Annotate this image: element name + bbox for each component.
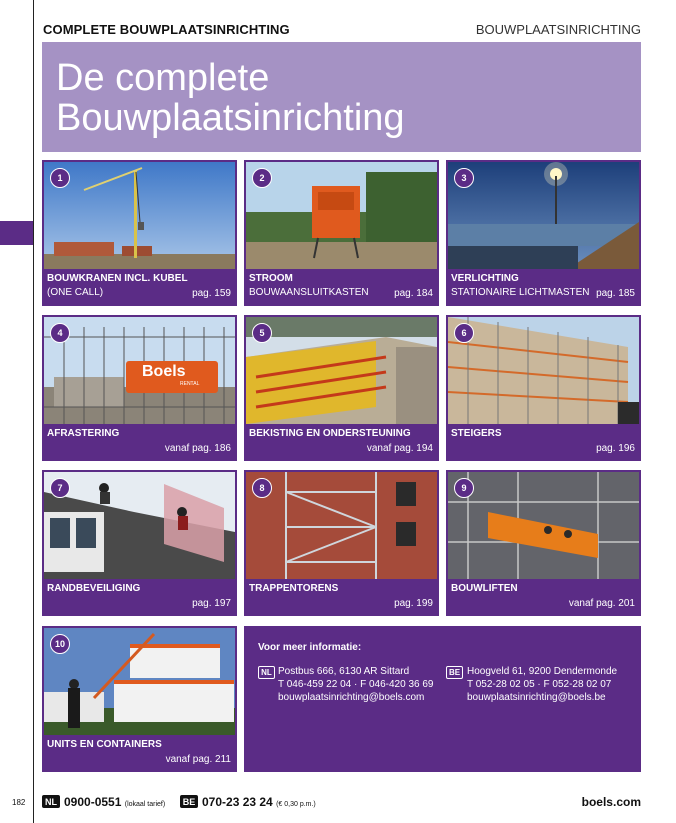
photo-site-containers — [44, 628, 235, 735]
card-bouwkranen[interactable] — [42, 160, 237, 306]
card-title: STROOM — [249, 273, 293, 284]
card-subtitle: (ONE CALL) — [47, 287, 104, 298]
contact-info-panel — [244, 626, 641, 772]
nl-phone: T 046-459 22 04 · F 046-420 36 69 — [278, 679, 434, 690]
card-number: 7 — [50, 478, 70, 498]
margin-line — [33, 0, 34, 823]
nl-hotline-rate: (lokaal tarief) — [124, 801, 166, 808]
card-title: RANDBEVEILIGING — [47, 583, 141, 594]
nl-flag-badge: NL — [258, 666, 275, 679]
card-bouwliften[interactable] — [446, 470, 641, 616]
card-verlichting[interactable] — [446, 160, 641, 306]
card-number: 1 — [50, 168, 70, 188]
photo-stair-tower — [246, 472, 437, 579]
photo-construction-lift — [448, 472, 639, 579]
card-title: TRAPPENTORENS — [249, 583, 339, 594]
card-number: 8 — [252, 478, 272, 498]
be-hotline-rate: (€ 0,30 p.m.) — [276, 801, 316, 808]
card-title: BOUWLIFTEN — [451, 583, 518, 594]
be-flag-badge: BE — [446, 666, 463, 679]
card-number: 10 — [50, 634, 70, 654]
card-number: 6 — [454, 323, 474, 343]
card-number: 4 — [50, 323, 70, 343]
be-email[interactable]: bouwplaatsinrichting@boels.be — [467, 692, 606, 703]
card-page-ref: pag. 197 — [192, 598, 231, 609]
be-hotline — [202, 795, 316, 809]
card-title: BEKISTING EN ONDERSTEUNING — [249, 428, 411, 439]
card-page-ref: vanaf pag. 201 — [568, 598, 635, 609]
website-link[interactable]: boels.com — [581, 795, 641, 809]
card-page-ref: pag. 196 — [596, 443, 635, 454]
card-page-ref: vanaf pag. 194 — [366, 443, 433, 454]
page-header — [43, 20, 641, 40]
boels-sign-subtext: RENTAL — [180, 381, 200, 387]
page-title-line-2: Bouwplaatsinrichting — [56, 97, 405, 139]
card-number: 3 — [454, 168, 474, 188]
card-page-ref: pag. 199 — [394, 598, 433, 609]
photo-edge-protection — [44, 472, 235, 579]
card-page-ref: vanaf pag. 186 — [164, 443, 231, 454]
boels-sign-text: Boels — [142, 363, 186, 380]
section-category: BOUWPLAATSINRICHTING — [475, 22, 641, 37]
be-address: Hoogveld 61, 9200 Dendermonde — [467, 666, 618, 677]
card-trappentorens[interactable] — [244, 470, 439, 616]
be-hotline-number: 070-23 23 24 — [202, 795, 273, 809]
nl-badge: NL — [42, 795, 60, 808]
hero-banner — [42, 42, 641, 152]
photo-tower-crane — [44, 162, 235, 269]
page-footer — [0, 793, 676, 813]
card-units-containers[interactable] — [42, 626, 237, 772]
card-number: 9 — [454, 478, 474, 498]
card-title: STEIGERS — [451, 428, 502, 439]
card-afrastering[interactable] — [42, 315, 237, 461]
contact-title: Voor meer informatie: — [258, 642, 362, 653]
card-title: UNITS EN CONTAINERS — [47, 739, 162, 750]
section-tab-marker — [0, 221, 33, 245]
card-title: BOUWKRANEN INCL. KUBEL — [47, 273, 188, 284]
card-title: VERLICHTING — [451, 273, 519, 284]
be-phone: T 052-28 02 05 · F 052-28 02 07 — [467, 679, 612, 690]
contact-be — [467, 665, 617, 704]
card-stroom[interactable] — [244, 160, 439, 306]
card-page-ref: vanaf pag. 211 — [165, 754, 231, 765]
photo-power-box — [246, 162, 437, 269]
page-title-line-1: De complete — [56, 57, 270, 99]
page-number: 182 — [12, 798, 26, 807]
card-title: AFRASTERING — [47, 428, 120, 439]
card-page-ref: pag. 185 — [596, 288, 635, 299]
card-number: 2 — [252, 168, 272, 188]
card-randbeveiliging[interactable] — [42, 470, 237, 616]
card-number: 5 — [252, 323, 272, 343]
photo-fencing — [44, 317, 235, 424]
card-page-ref: pag. 184 — [394, 288, 433, 299]
be-badge: BE — [180, 795, 198, 808]
contact-nl — [278, 665, 433, 704]
nl-email[interactable]: bouwplaatsinrichting@boels.com — [278, 692, 425, 703]
nl-hotline — [64, 795, 165, 809]
card-subtitle: STATIONAIRE LICHTMASTEN — [451, 287, 590, 298]
nl-address: Postbus 666, 6130 AR Sittard — [278, 666, 410, 677]
nl-hotline-number: 0900-0551 — [64, 795, 122, 809]
card-page-ref: pag. 159 — [192, 288, 231, 299]
card-subtitle: BOUWAANSLUITKASTEN — [249, 287, 369, 298]
card-steigers[interactable] — [446, 315, 641, 461]
photo-formwork — [246, 317, 437, 424]
photo-scaffolding — [448, 317, 639, 424]
photo-light-mast — [448, 162, 639, 269]
card-bekisting[interactable] — [244, 315, 439, 461]
page-title — [56, 58, 405, 138]
section-title: COMPLETE BOUWPLAATSINRICHTING — [43, 22, 290, 37]
